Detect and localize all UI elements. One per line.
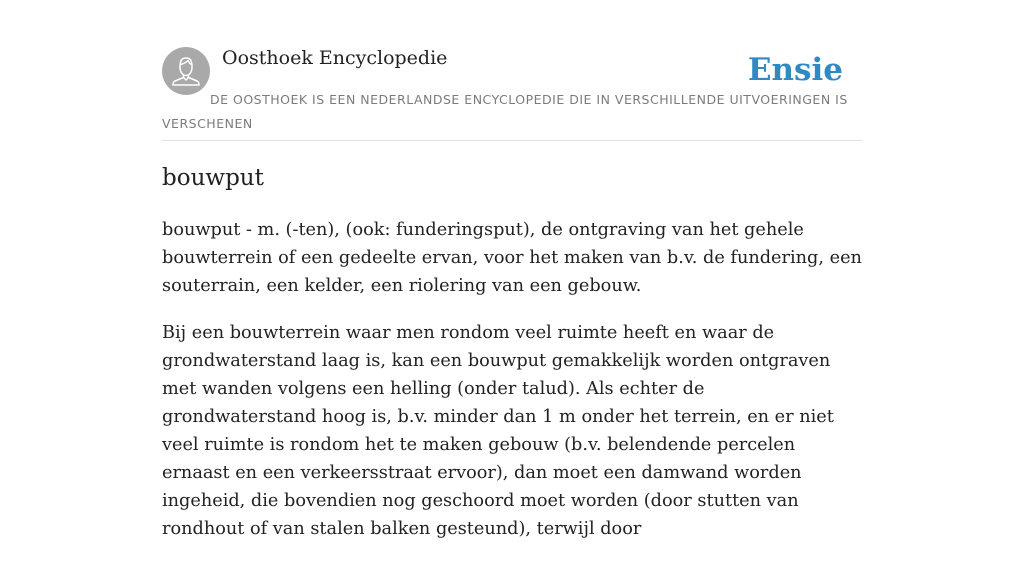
article-paragraph: bouwput - m. (-ten), (ook: funderingsput), de ontgraving van het gehele bouwterrein of een gedeelte ervan, voor het maken van b.v. de fundering, een souterrain, een kelder, een riolering van een gebouw. bbox=[162, 220, 862, 296]
ensie-logo[interactable]: Ensie bbox=[747, 52, 843, 88]
article-paragraph: Bij een bouwterrein waar men rondom veel ruimte heeft en waar de grondwaterstand laag is, kan een bouwput gemakkelijk worden ontgraven met wanden volgens een helling (onder talud). Als echter de grondwaterstand hoog is, b.v. minder dan 1 m onder het terrein, en er niet veel ruimte is rondom het te maken gebouw (b.v. belendende percelen ernaast en een verkeersstraat ervoor), dan moet een damwand worden ingeheid, die bovendien nog geschoord moet worden (door stutten van rondhout of van stalen balken gesteund), terwijl door bbox=[162, 323, 834, 539]
source-name-link[interactable]: Oosthoek Encyclopedie bbox=[222, 47, 448, 69]
article-title: bouwput bbox=[162, 165, 264, 191]
site-header bbox=[162, 40, 862, 141]
source-tagline: DE OOSTHOEK IS EEN NEDERLANDSE ENCYCLOPEDIE DIE IN VERSCHILLENDE UITVOERINGEN IS VERSCHENEN bbox=[162, 92, 848, 131]
article-body bbox=[162, 216, 862, 562]
